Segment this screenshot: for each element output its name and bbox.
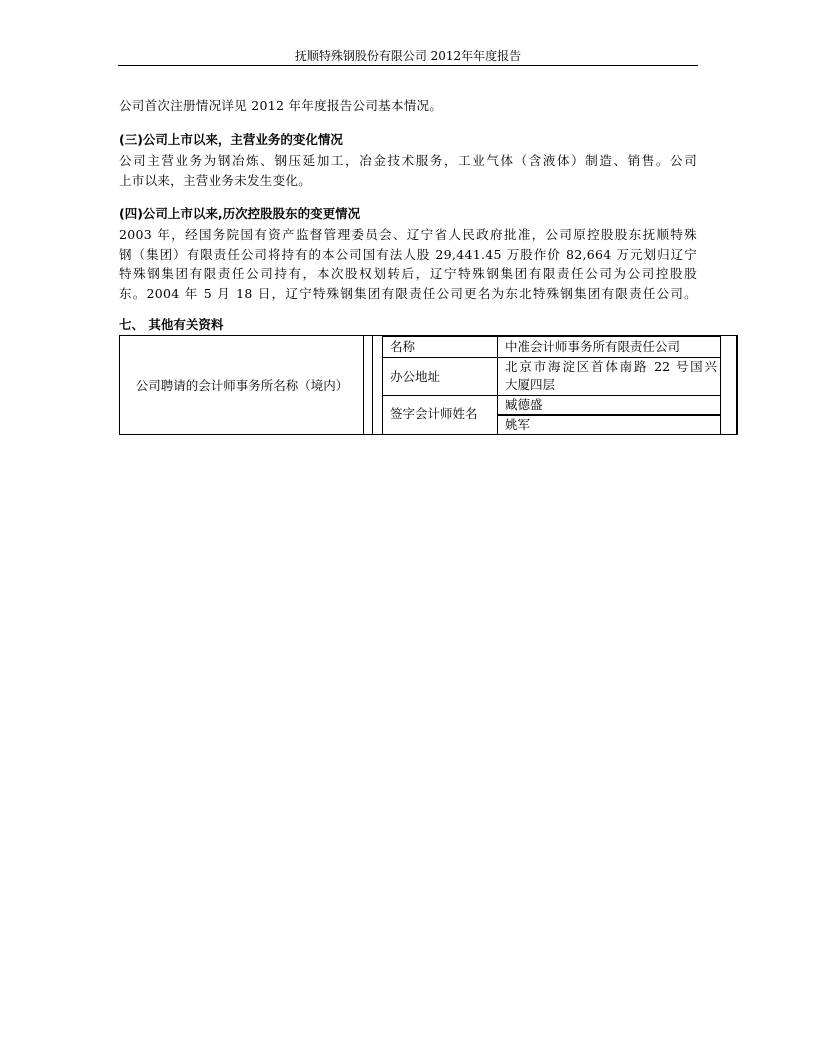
auditor-row-label: 公司聘请的会计师事务所名称（境内） <box>135 378 349 393</box>
page-header: 抚顺特殊钢股份有限公司 2012年年度报告 <box>294 49 522 63</box>
section-4-line-2: 钢（集团）有限责任公司将持有的本公司国有法人股 29,441.45 万股作价 82,664 万元划归辽宁 <box>119 246 697 262</box>
subtable-rule <box>497 414 721 416</box>
address-line-1: 北京市海淀区首体南路 22 号国兴 <box>505 359 717 374</box>
section-4-line-4: 东。2004 年 5 月 18 日，辽宁特殊钢集团有限责任公司更名为东北特殊钢集团有限责任公司。 <box>119 285 697 301</box>
section-7-heading: 七、 其他有关资料 <box>119 317 224 332</box>
section-4-heading: (四)公司上市以来,历次控股股东的变更情况 <box>119 206 361 221</box>
section-3-line-1: 公司主营业务为钢冶炼、钢压延加工，冶金技术服务，工业气体（含液体）制造、销售。公司 <box>119 153 697 168</box>
signer-2: 姚军 <box>505 417 531 432</box>
name-label: 名称 <box>390 339 416 354</box>
table-divider <box>372 335 373 435</box>
section-3-body <box>119 151 697 190</box>
name-value: 中准会计师事务所有限责任公司 <box>505 339 681 354</box>
address-label: 办公地址 <box>390 369 441 384</box>
section-4-line-3: 特殊钢集团有限责任公司持有，本次股权划转后，辽宁特殊钢集团有限责任公司为公司控股股 <box>119 266 697 281</box>
signer-label: 签字会计师姓名 <box>390 406 478 421</box>
header-rule <box>118 65 698 66</box>
address-value <box>505 358 717 394</box>
intro-paragraph: 公司首次注册情况详见 2012 年年度报告公司基本情况。 <box>119 98 443 113</box>
subtable-divider <box>497 336 498 435</box>
section-4-body <box>119 225 697 303</box>
section-4-line-1: 2003 年，经国务院国有资产监督管理委员会、辽宁省人民政府批准，公司原控股股东抚顺特殊 <box>119 227 697 242</box>
section-3-line-2: 上市以来，主营业务未发生变化。 <box>119 172 312 188</box>
subtable-rule <box>382 395 721 396</box>
table-divider <box>363 335 364 435</box>
signer-1: 臧德盛 <box>505 397 543 412</box>
table-divider <box>737 335 738 435</box>
section-3-heading: (三)公司上市以来，主营业务的变化情况 <box>119 132 343 147</box>
address-line-2: 大厦四层 <box>505 377 556 392</box>
